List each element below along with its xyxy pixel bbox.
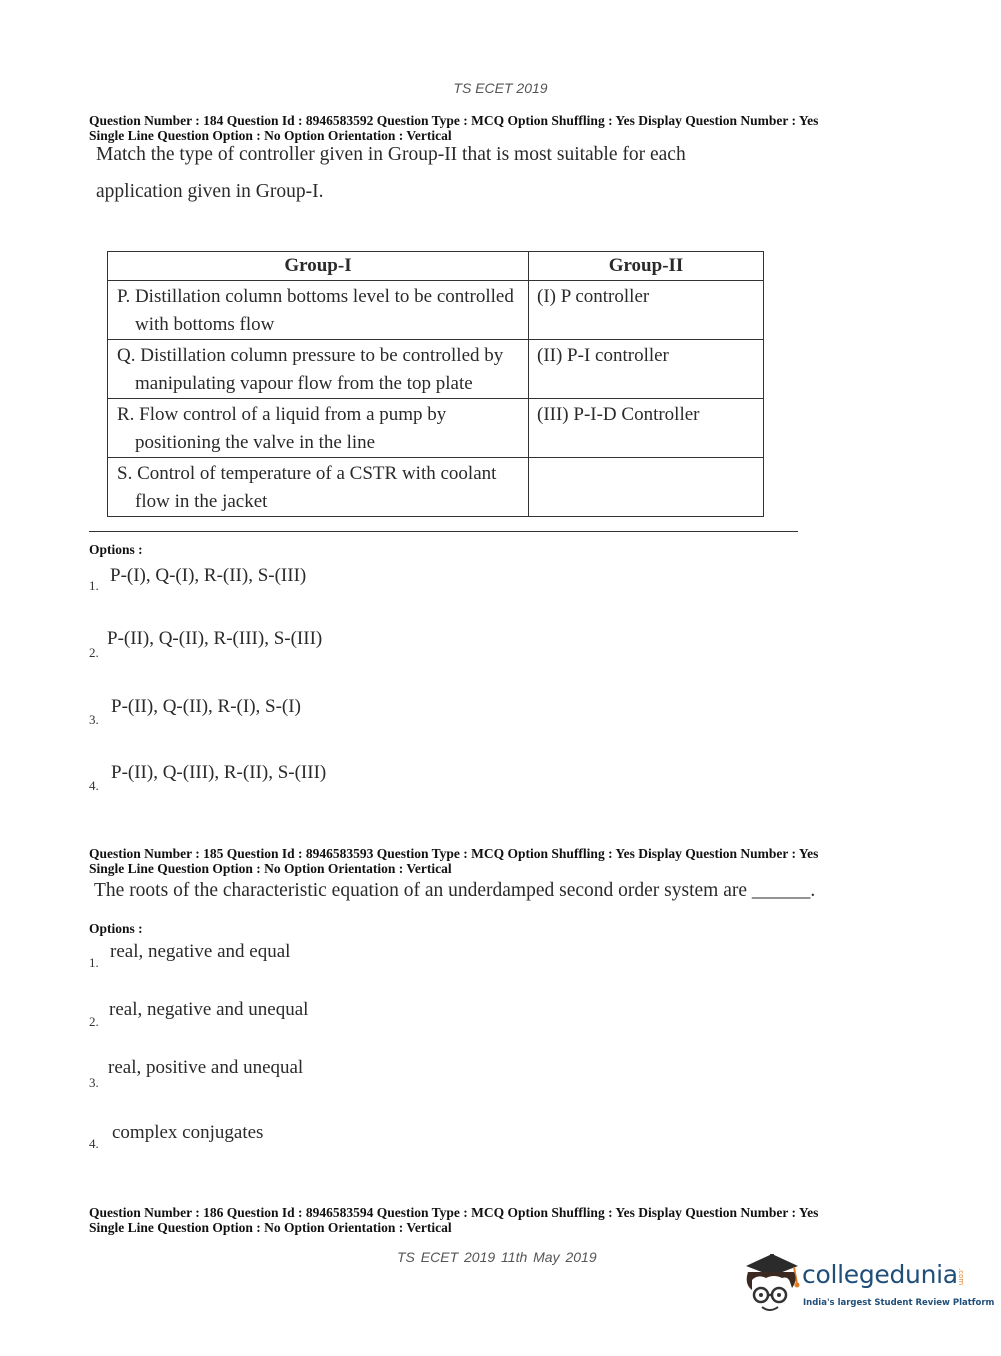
table-row: [108, 399, 764, 458]
table-header-group1: Group-I: [108, 252, 529, 281]
options-label: Options :: [89, 921, 143, 936]
table-cell-group1: S. Control of temperature of a CSTR with coolant flow in the jacket: [108, 458, 529, 517]
question-184-text-line2: application given in Group-I.: [96, 181, 324, 202]
table-header-group2: Group-II: [529, 252, 764, 281]
option-text: P-(I), Q-(I), R-(II), S-(III): [110, 565, 307, 586]
option-number: 3.: [89, 712, 99, 727]
brand-com: .com: [957, 1268, 965, 1286]
table-cell-group2: (I) P controller: [529, 281, 764, 340]
option-text: real, negative and unequal: [109, 999, 309, 1020]
table-header-row: [108, 252, 764, 281]
question-185-meta: [89, 846, 909, 876]
table-cell-group1: Q. Distillation column pressure to be controlled by manipulating vapour flow from the top plate: [108, 340, 529, 399]
question-186-meta: [89, 1205, 909, 1235]
table-cell-group2: (III) P-I-D Controller: [529, 399, 764, 458]
brand-tagline: India's largest Student Review Platform: [803, 1298, 995, 1308]
question-184-meta: [89, 113, 909, 143]
meta-line-2: Single Line Question Option : No Option Orientation : Vertical: [89, 1220, 452, 1235]
divider-rule: [89, 531, 798, 532]
table-cell-group2: (II) P-I controller: [529, 340, 764, 399]
option-number: 4.: [89, 778, 99, 793]
option-number: 3.: [89, 1075, 99, 1090]
page-footer: TS ECET 2019 11th May 2019: [397, 1249, 597, 1265]
question-184-text-line1: Match the type of controller given in Group-II that is most suitable for each: [96, 144, 686, 165]
meta-line-1: Question Number : 186 Question Id : 8946583594 Question Type : MCQ Option Shuffling : Yes Display Question Number : Yes: [89, 1205, 819, 1220]
table-row: [108, 340, 764, 399]
options-label: Options :: [89, 542, 143, 557]
option-number: 4.: [89, 1136, 99, 1151]
option-number: 1.: [89, 955, 99, 970]
match-table: [107, 251, 764, 517]
option-text: P-(II), Q-(II), R-(I), S-(I): [111, 696, 301, 717]
option-text: P-(II), Q-(III), R-(II), S-(III): [111, 762, 327, 783]
meta-line-2: Single Line Question Option : No Option Orientation : Vertical: [89, 128, 452, 143]
question-185-text: The roots of the characteristic equation of an underdamped second order system are ______.: [94, 880, 816, 901]
table-cell-group1: P. Distillation column bottoms level to be controlled with bottoms flow: [108, 281, 529, 340]
option-text: P-(II), Q-(II), R-(III), S-(III): [107, 628, 323, 649]
meta-line-2: Single Line Question Option : No Option Orientation : Vertical: [89, 861, 452, 876]
option-number: 2.: [89, 645, 99, 660]
option-number: 1.: [89, 578, 99, 593]
brand-name: collegedunia: [802, 1260, 958, 1289]
table-cell-group1: R. Flow control of a liquid from a pump by positioning the valve in the line: [108, 399, 529, 458]
collegedunia-mascot-icon: [742, 1250, 802, 1316]
option-text: real, negative and equal: [110, 941, 291, 962]
meta-line-1: Question Number : 185 Question Id : 8946583593 Question Type : MCQ Option Shuffling : Yes Display Question Number : Yes: [89, 846, 819, 861]
option-text: complex conjugates: [112, 1122, 264, 1143]
meta-line-1: Question Number : 184 Question Id : 8946583592 Question Type : MCQ Option Shuffling : Yes Display Question Number : Yes: [89, 113, 819, 128]
table-row: [108, 458, 764, 517]
page-header-title: TS ECET 2019: [453, 80, 548, 96]
option-text: real, positive and unequal: [108, 1057, 304, 1078]
table-cell-group2: [529, 458, 764, 517]
table-row: [108, 281, 764, 340]
option-number: 2.: [89, 1014, 99, 1029]
